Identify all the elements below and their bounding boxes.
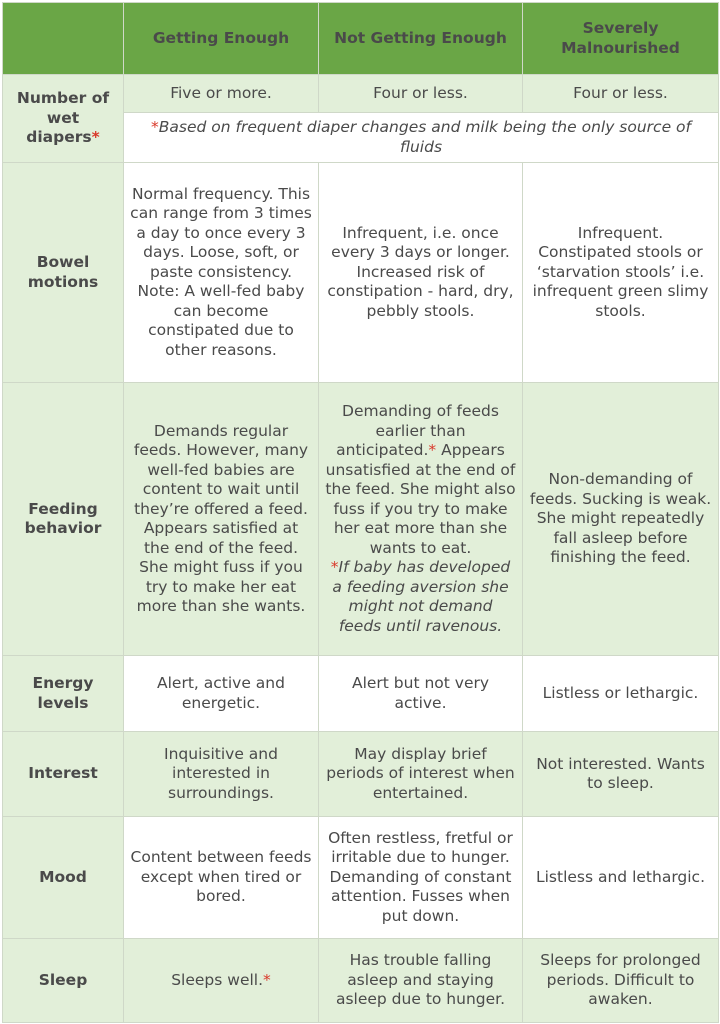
cell-mood-malnourished: Listless and lethargic. (523, 817, 719, 939)
wet-diapers-footnote: *Based on frequent diaper changes and milk being the only source of fluids (124, 113, 719, 163)
cell-sleep-malnourished: Sleeps for prolonged periods. Difficult to awaken. (523, 939, 719, 1023)
asterisk: * (91, 128, 100, 147)
row-energy-levels (3, 656, 719, 732)
cell-feeding-malnourished: Non-demanding of feeds. Sucking is weak. She might repeatedly fall asleep before finishing the feed. (523, 383, 719, 656)
cell-interest-getting-enough: Inquisitive and interested in surroundings. (124, 732, 319, 817)
cell-feeding-getting-enough: Demands regular feeds. However, many well-fed babies are content to wait until they’re offered a feed. Appears satisfied at the end of the feed. She might fuss if you try to make her eat more than she wants. (124, 383, 319, 656)
cell-wet-diapers-getting-enough: Five or more. (124, 75, 319, 113)
cell-sleep-getting-enough: Sleeps well.* (124, 939, 319, 1023)
cell-bowel-malnourished: Infrequent. Constipated stools or ‘starvation stools’ i.e. infrequent green slimy stools. (523, 163, 719, 383)
cell-wet-diapers-not-enough: Four or less. (319, 75, 523, 113)
header-getting-enough: Getting Enough (124, 3, 319, 75)
header-corner (3, 3, 124, 75)
row-label-sleep: Sleep (3, 939, 124, 1023)
row-interest (3, 732, 719, 817)
header-severely-malnourished: Severely Malnourished (523, 3, 719, 75)
cell-energy-getting-enough: Alert, active and energetic. (124, 656, 319, 732)
row-feeding-behavior (3, 383, 719, 656)
cell-wet-diapers-malnourished: Four or less. (523, 75, 719, 113)
asterisk: * (151, 118, 159, 136)
cell-sleep-not-enough: Has trouble falling asleep and staying asleep due to hunger. (319, 939, 523, 1023)
row-label-mood: Mood (3, 817, 124, 939)
header-row (3, 3, 719, 75)
cell-feeding-not-enough: Demanding of feeds earlier than anticipated.* Appears unsatisfied at the end of the feed. She might also fuss if you try to make her eat more than she wants to eat. *If baby has developed a feeding aversion she might not demand feeds until ravenous. (319, 383, 523, 656)
cell-energy-malnourished: Listless or lethargic. (523, 656, 719, 732)
asterisk: * (428, 441, 437, 459)
row-wet-diapers (3, 75, 719, 113)
cell-energy-not-enough: Alert but not very active. (319, 656, 523, 732)
cell-bowel-getting-enough: Normal frequency. This can range from 3 times a day to once every 3 days. Loose, soft, or paste consistency. Note: A well-fed baby can become constipated due to other reasons. (124, 163, 319, 383)
asterisk: * (330, 558, 339, 576)
cell-mood-not-enough: Often restless, fretful or irritable due to hunger. Demanding of constant attention. Fusses when put down. (319, 817, 523, 939)
row-sleep (3, 939, 719, 1023)
header-not-getting-enough: Not Getting Enough (319, 3, 523, 75)
cell-bowel-not-enough: Infrequent, i.e. once every 3 days or longer. Increased risk of constipation - hard, dry, pebbly stools. (319, 163, 523, 383)
cell-interest-not-enough: May display brief periods of interest when entertained. (319, 732, 523, 817)
row-label-bowel-motions: Bowel motions (3, 163, 124, 383)
row-bowel-motions (3, 163, 719, 383)
breastfeeding-adequacy-table (2, 2, 719, 1023)
cell-mood-getting-enough: Content between feeds except when tired or bored. (124, 817, 319, 939)
row-label-energy-levels: Energy levels (3, 656, 124, 732)
cell-interest-malnourished: Not interested. Wants to sleep. (523, 732, 719, 817)
row-label-wet-diapers: Number of wet diapers* (3, 75, 124, 163)
row-label-feeding-behavior: Feeding behavior (3, 383, 124, 656)
row-label-interest: Interest (3, 732, 124, 817)
asterisk: * (263, 970, 271, 989)
row-mood (3, 817, 719, 939)
